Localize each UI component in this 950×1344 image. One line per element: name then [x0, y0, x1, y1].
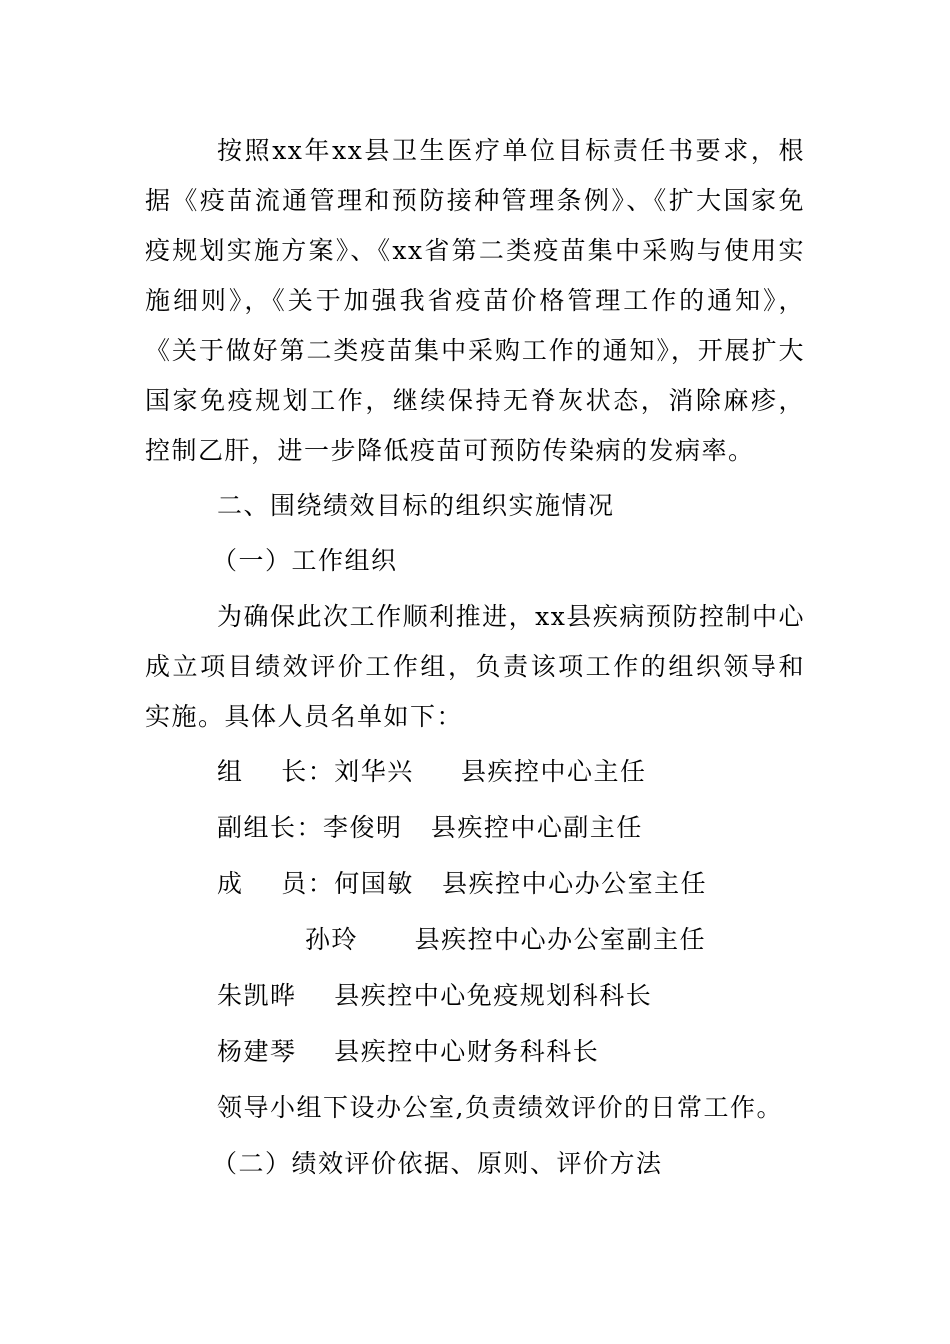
- work-paragraph: 为确保此次工作顺利推进，xx县疾病预防控制中心成立项目绩效评价工作组，负责该项工作的组织领导和实施。具体人员名单如下：: [145, 602, 805, 731]
- member-line-yangjianqin: 杨建琴 县疾控中心财务科科长: [217, 1037, 600, 1066]
- member-line-leader: 组 长：刘华兴 县疾控中心主任: [217, 757, 647, 786]
- subsection-two-heading: （二）绩效评价依据、原则、评价方法: [212, 1149, 663, 1178]
- member-line-sunling: 孙玲 县疾控中心办公室副主任: [305, 925, 707, 954]
- member-line-deputy-leader: 副组长：李俊明 县疾控中心副主任: [217, 813, 643, 842]
- intro-paragraph: 按照xx年xx县卫生医疗单位目标责任书要求，根据《疫苗流通管理和预防接种管理条例》、《扩大国家免疫规划实施方案》、《xx省第二类疫苗集中采购与使用实施细则》，《关于加强我省疫苗价格管理工作的通知》，《关于做好第二类疫苗集中采购工作的通知》，开展扩大国家免疫规划工作，继续保持无脊灰状态，消除麻疹，控制乙肝，进一步降低疫苗可预防传染病的发病率。: [145, 136, 805, 465]
- office-line: 领导小组下设办公室,负责绩效评价的日常工作。: [217, 1093, 783, 1122]
- section-two-heading: 二、围绕绩效目标的组织实施情况: [217, 491, 615, 520]
- member-line-zhukaiye: 朱凯晔 县疾控中心免疫规划科科长: [217, 981, 653, 1010]
- subsection-one-heading: （一）工作组织: [212, 546, 398, 575]
- member-line-members: 成 员：何国敏 县疾控中心办公室主任: [217, 869, 708, 898]
